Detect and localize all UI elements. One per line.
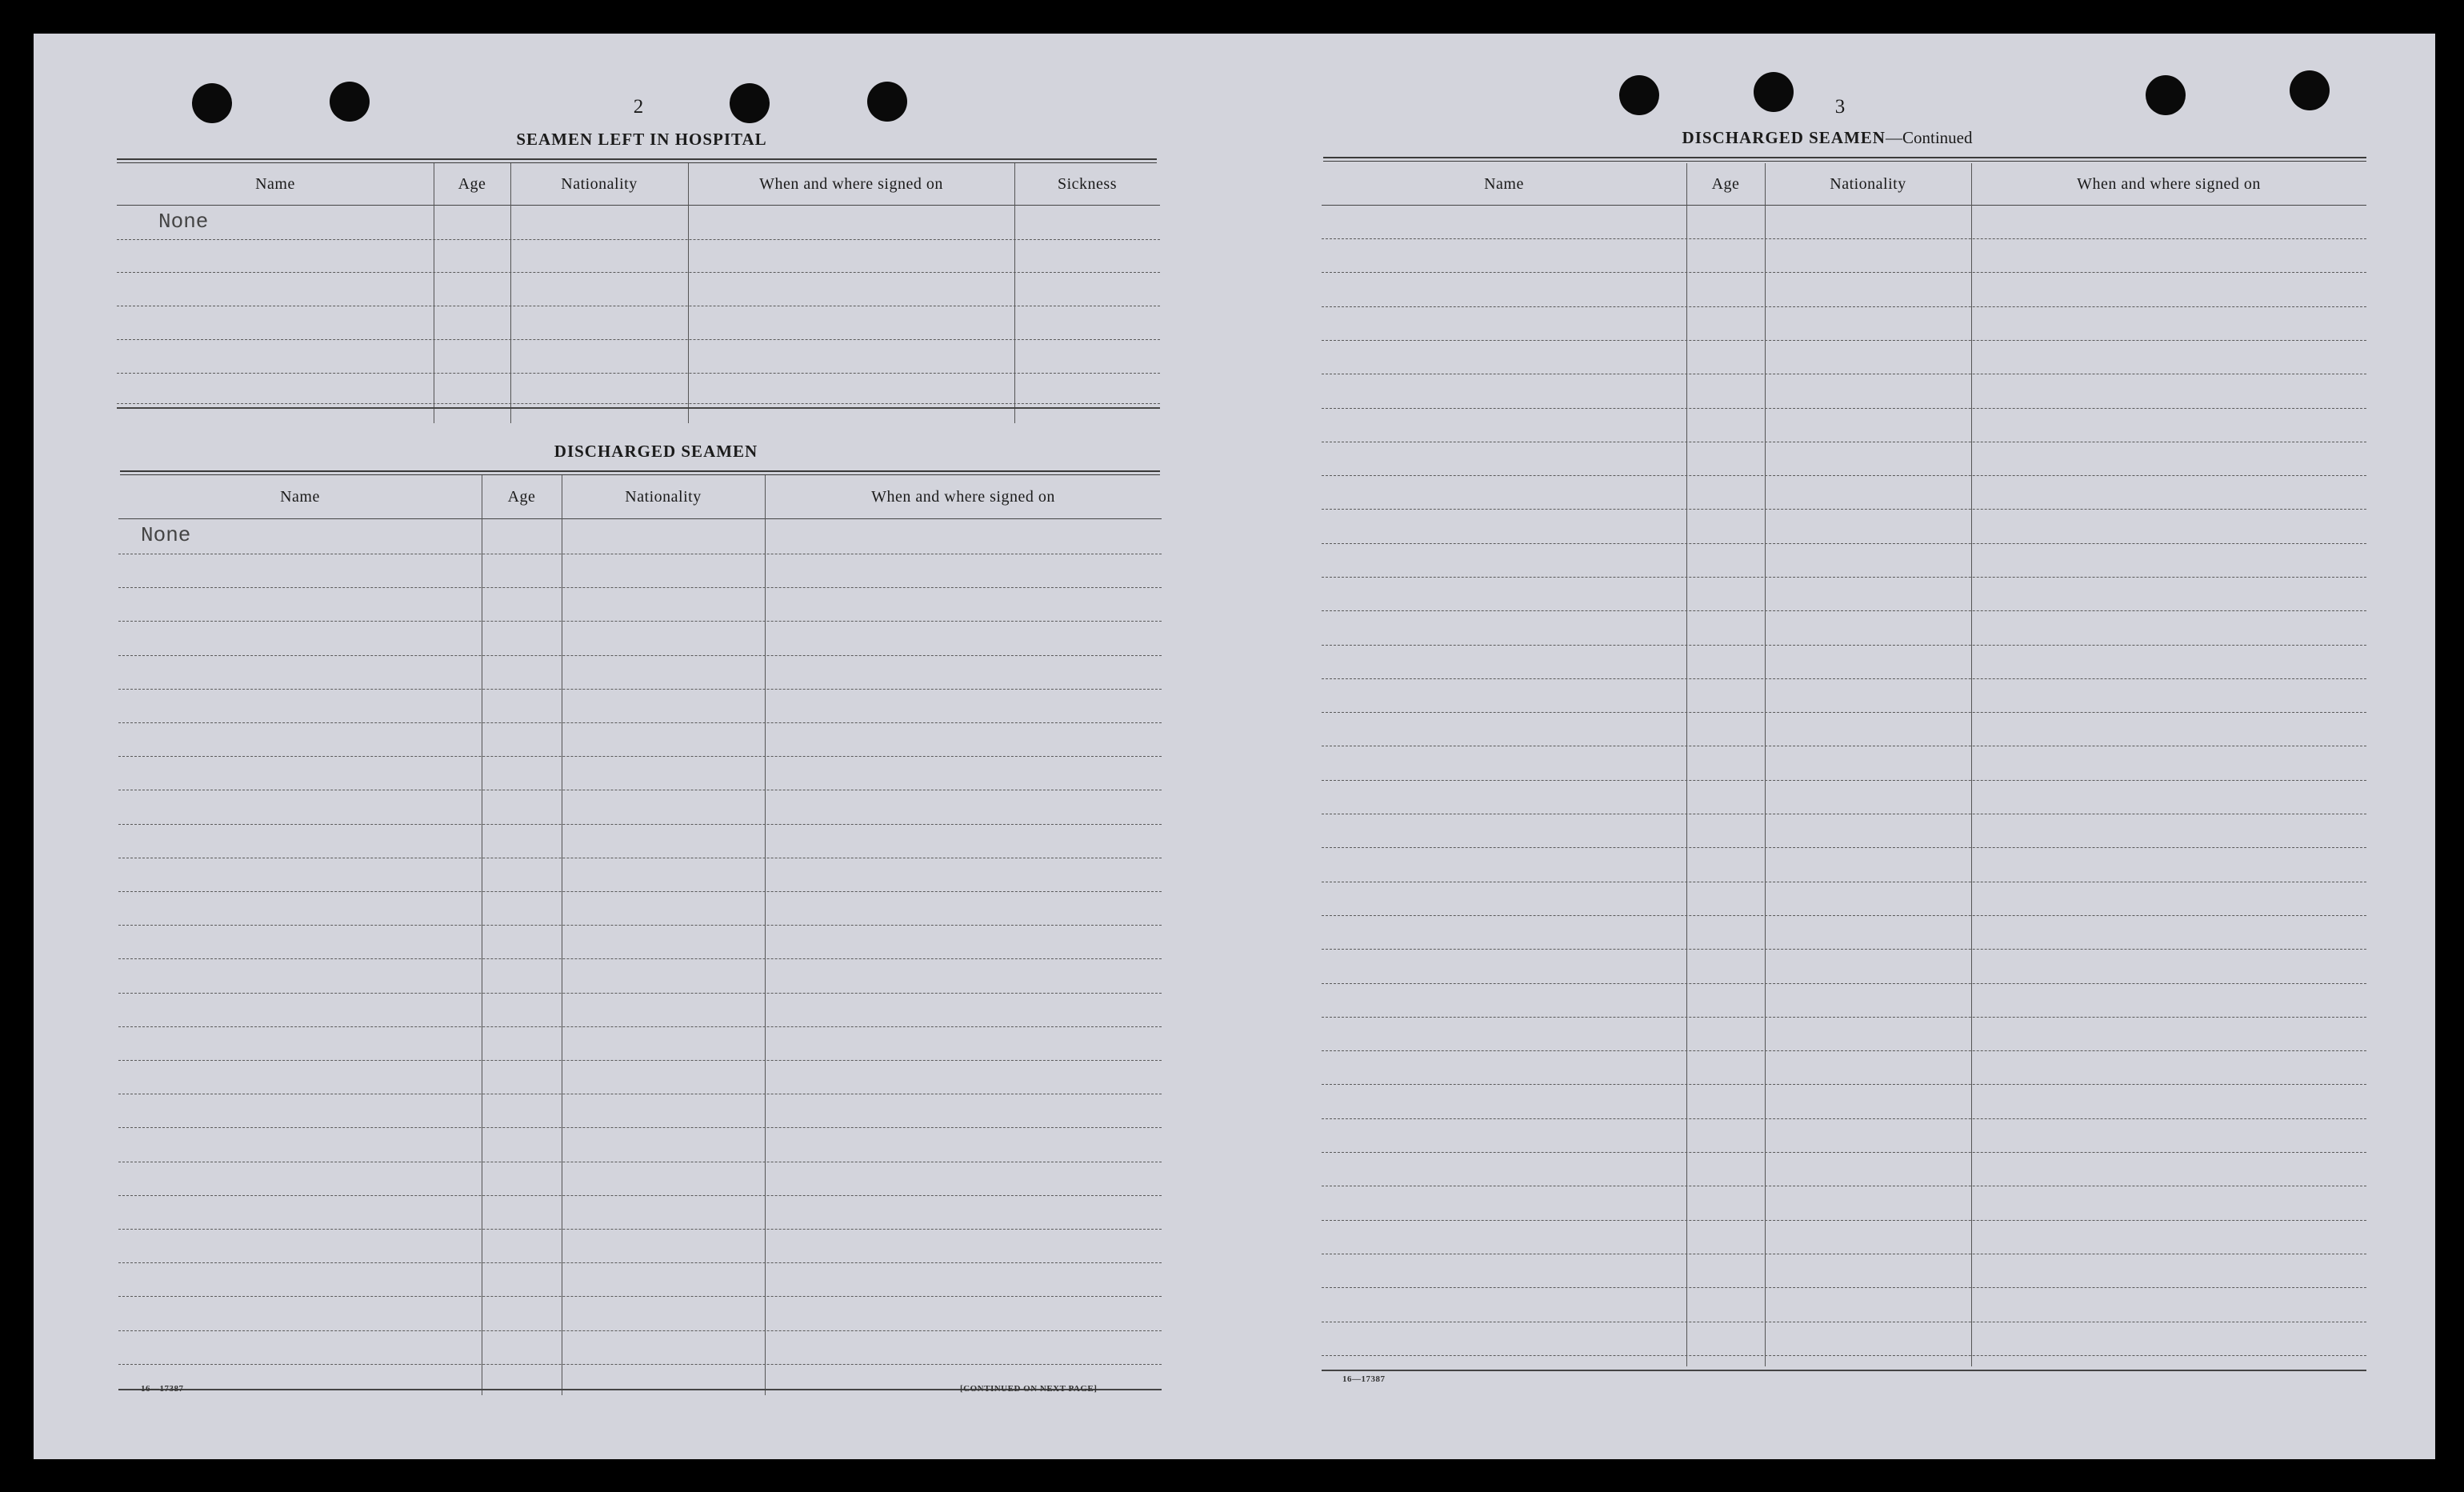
table-row [1322,1118,2366,1119]
table-row [118,1026,1162,1027]
column-divider [1014,163,1015,423]
table-row [118,756,1162,757]
table-row [1322,543,2366,544]
table-row [1322,306,2366,307]
punch-hole [2290,70,2330,110]
table-row [1322,408,2366,409]
column-header-nationality: Nationality [625,487,702,506]
table-row [1322,577,2366,578]
column-header-nationality: Nationality [561,174,638,193]
table-bottom-rule [1322,1370,2366,1371]
column-header-signed-on: When and where signed on [871,487,1055,506]
section-rule [1323,157,2366,162]
table-row [118,1060,1162,1061]
table-row [117,239,1160,240]
table-row [1322,780,2366,781]
table-row [1322,1017,2366,1018]
column-header-name: Name [280,487,320,506]
table-row [1322,509,2366,510]
table-row [118,1127,1162,1128]
table-row [1322,340,2366,341]
table-header [118,475,1162,519]
column-header-age: Age [507,487,536,506]
table-row [118,824,1162,825]
table-row [118,1296,1162,1297]
table-row [1322,847,2366,848]
table-row [117,403,1160,404]
table-row [1322,475,2366,476]
table-row [118,958,1162,959]
table-row [118,1330,1162,1331]
punch-hole [1754,72,1794,112]
table-row [118,1364,1162,1365]
column-divider [510,163,511,423]
table-row [118,621,1162,622]
column-header-age: Age [458,174,486,193]
page-number: 3 [1834,96,1846,118]
punch-hole [192,83,232,123]
table-row [118,1229,1162,1230]
title-main: DISCHARGED SEAMEN [1682,128,1886,147]
table-row [118,722,1162,723]
table-row [117,339,1160,340]
table-bottom-rule [117,407,1160,409]
table-row [1322,915,2366,916]
table-row [1322,712,2366,713]
table-row [1322,1152,2366,1153]
column-divider [688,163,689,423]
hospital-table [117,163,1160,423]
typed-entry: None [141,523,191,547]
discharged-continued-title [1682,128,1973,148]
discharged-table-right [1322,163,2366,1402]
form-number: 16—17387 [141,1384,184,1394]
table-row [1322,238,2366,239]
punch-hole [1619,75,1659,115]
punch-hole [2146,75,2186,115]
table-row [1322,949,2366,950]
table-row [118,993,1162,994]
table-row [118,925,1162,926]
column-header-age: Age [1711,174,1740,193]
column-header-name: Name [255,174,295,193]
table-row [1322,1050,2366,1051]
column-header-signed-on: When and where signed on [2077,174,2261,193]
column-header-nationality: Nationality [1830,174,1906,193]
table-row [1322,645,2366,646]
typed-entry: None [158,210,209,234]
table-row [1322,1355,2366,1356]
column-divider [765,475,766,1395]
discharged-table-left [118,475,1162,1395]
column-header-name: Name [1484,174,1524,193]
table-row [1322,610,2366,611]
table-row [1322,678,2366,679]
punch-hole [867,82,907,122]
table-header [117,163,1160,206]
table-row [117,373,1160,374]
document-sheet [34,34,2435,1459]
table-row [1322,983,2366,984]
continued-note: [CONTINUED ON NEXT PAGE] [960,1384,1098,1394]
table-row [117,272,1160,273]
punch-hole [330,82,370,122]
table-row [1322,1084,2366,1085]
table-row [118,587,1162,588]
hospital-section-title: SEAMEN LEFT IN HOSPITAL [516,130,767,149]
title-continued: —Continued [1885,128,1973,147]
table-row [1322,1287,2366,1288]
column-header-sickness: Sickness [1058,174,1117,193]
table-row [118,1262,1162,1263]
table-row [118,655,1162,656]
page-number: 2 [633,96,644,118]
table-row [118,689,1162,690]
column-header-signed-on: When and where signed on [759,174,943,193]
table-row [118,891,1162,892]
table-row [1322,1220,2366,1221]
table-row [1322,272,2366,273]
form-number: 16—17387 [1342,1374,1386,1384]
discharged-section-title: DISCHARGED SEAMEN [554,442,758,461]
punch-hole [730,83,770,123]
table-row [118,1195,1162,1196]
table-header [1322,163,2366,206]
